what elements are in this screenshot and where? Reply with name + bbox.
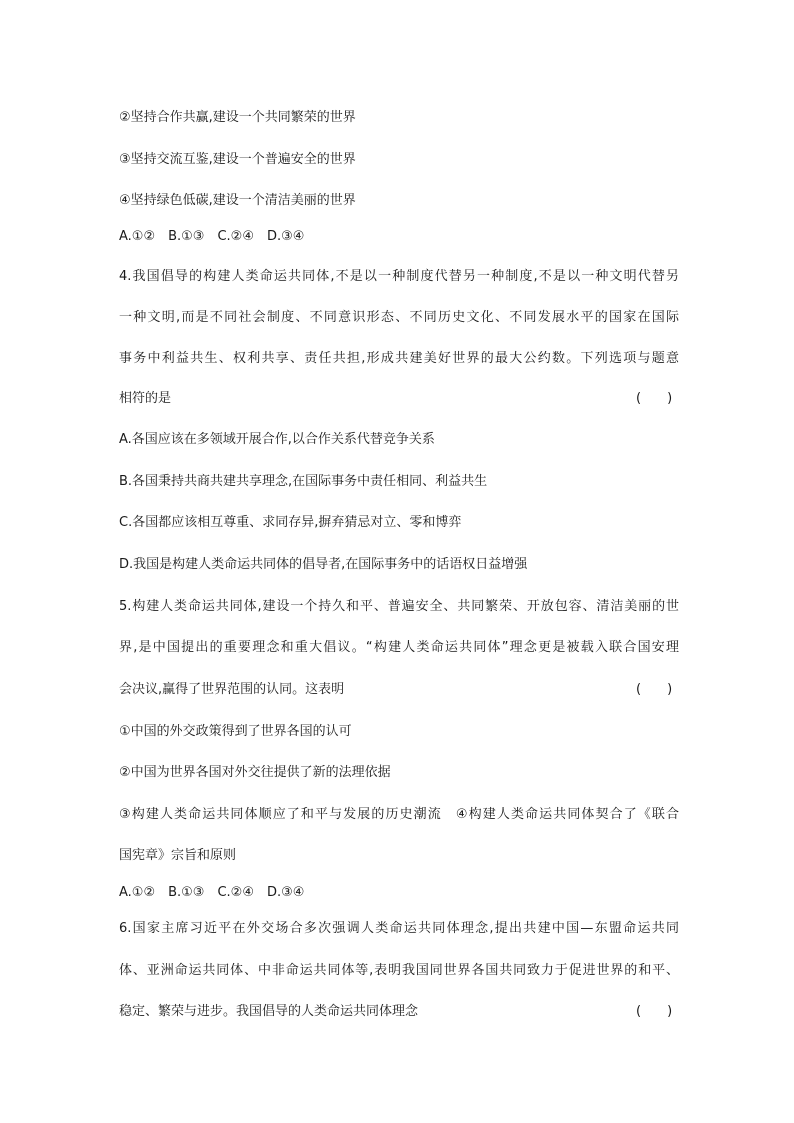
answer-bracket: ( ) — [636, 1004, 673, 1019]
option-line: ③构建人类命运共同体顺应了和平与发展的历史潮流 ④构建人类命运共同体契合了《联合 — [119, 807, 679, 822]
option-line: D.我国是构建人类命运共同体的倡导者,在国际事务中的话语权日益增强 — [119, 557, 528, 572]
option-line: ①中国的外交政策得到了世界各国的认可 — [119, 724, 352, 739]
question-4-text: 4.我国倡导的构建人类命运共同体,不是以一种制度代替另一种制度,不是以一种文明代替另 — [119, 269, 679, 284]
question-5-text: 5.构建人类命运共同体,建设一个持久和平、普遍安全、共同繁荣、开放包容、清洁美丽的世 — [119, 599, 679, 614]
option-line: ②坚持合作共赢,建设一个共同繁荣的世界 — [119, 110, 356, 125]
option-line: A.各国应该在多领域开展合作,以合作关系代替竞争关系 — [119, 432, 435, 447]
question-5-text: 会决议,赢得了世界范围的认同。这表明 — [119, 682, 345, 697]
question-6-text: 稳定、繁荣与进步。我国倡导的人类命运共同体理念 — [119, 1004, 419, 1019]
option-line: ④坚持绿色低碳,建设一个清洁美丽的世界 — [119, 193, 356, 208]
question-6-text: 6.国家主席习近平在外交场合多次强调人类命运共同体理念,提出共建中国—东盟命运共同 — [119, 921, 679, 936]
option-line: C.各国都应该相互尊重、求同存异,摒弃猜忌对立、零和博弈 — [119, 515, 462, 530]
answer-choices: A.①② B.①③ C.②④ D.③④ — [119, 885, 305, 900]
option-line: 国宪章》宗旨和原则 — [119, 848, 237, 863]
option-line: ②中国为世界各国对外交往提供了新的法理依据 — [119, 765, 391, 780]
option-line: B.各国秉持共商共建共享理念,在国际事务中责任相同、利益共生 — [119, 474, 488, 489]
answer-bracket: ( ) — [636, 682, 673, 697]
question-5-text: 界,是中国提出的重要理念和重大倡议。“构建人类命运共同体”理念更是被载入联合国安理 — [119, 640, 679, 655]
option-line: ③坚持交流互鉴,建设一个普遍安全的世界 — [119, 152, 356, 167]
question-6-text: 体、亚洲命运共同体、中非命运共同体等,表明我国同世界各国共同致力于促进世界的和平、 — [119, 963, 679, 978]
question-4-text: 相符的是 — [119, 391, 172, 406]
question-4-text: 事务中利益共生、权利共享、责任共担,形成共建美好世界的最大公约数。下列选项与题意 — [119, 351, 679, 366]
question-4-text: 一种文明,而是不同社会制度、不同意识形态、不同历史文化、不同发展水平的国家在国际 — [119, 310, 679, 325]
answer-bracket: ( ) — [636, 391, 673, 406]
answer-choices: A.①② B.①③ C.②④ D.③④ — [119, 229, 305, 244]
